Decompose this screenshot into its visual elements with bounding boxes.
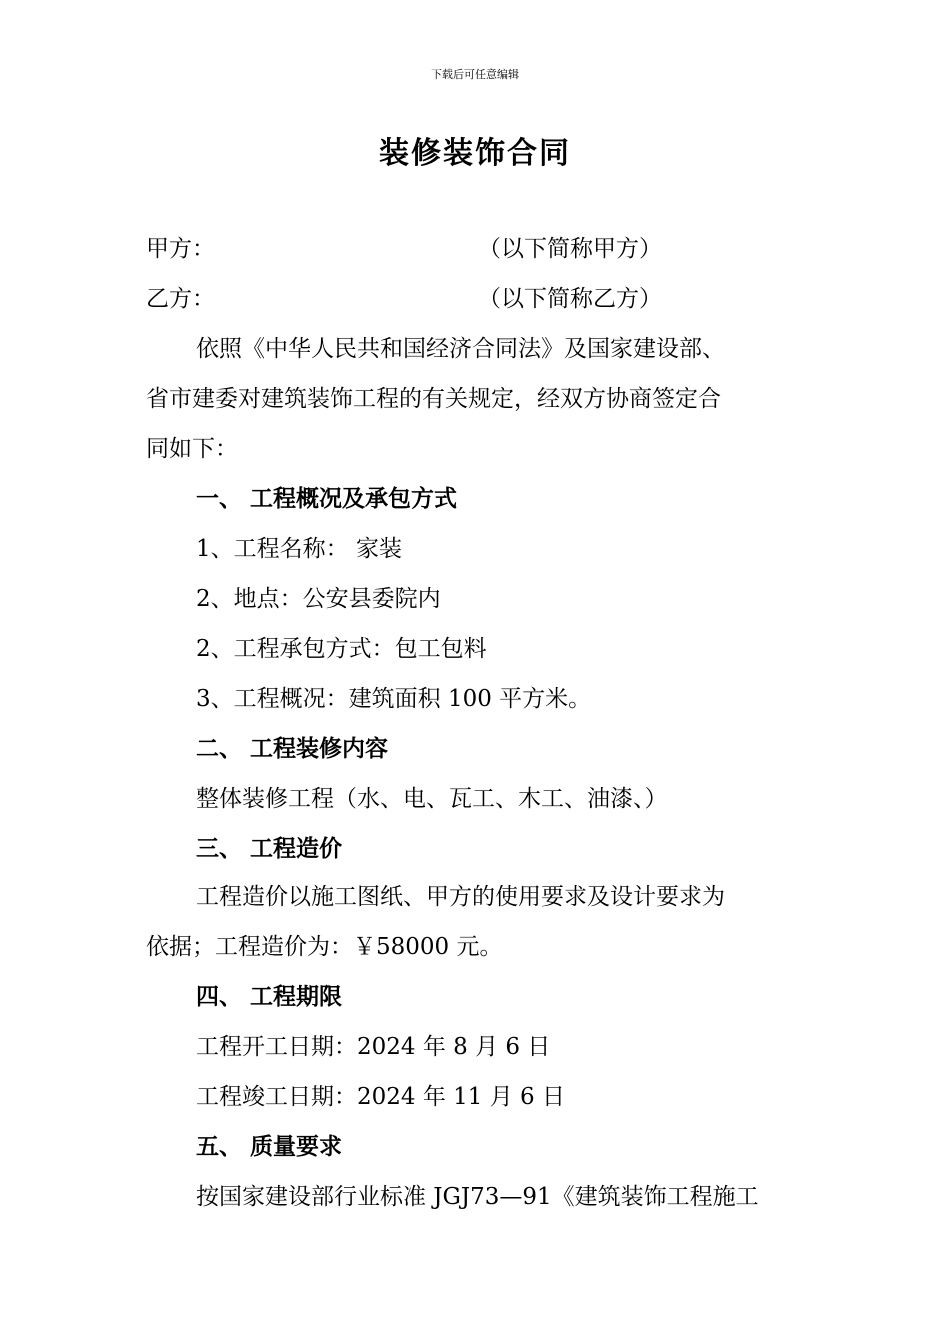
intro-line-3: 同如下： [146, 436, 238, 462]
section-1-item-4: 3、工程概况：建筑面积 100 平方米。 [196, 686, 592, 712]
party-b-note: （以下简称乙方） [478, 286, 662, 312]
section-5-text: 按国家建设部行业标准 JGJ73—91《建筑装饰工程施工 [196, 1184, 759, 1210]
page-header: 下载后可任意编辑 [431, 68, 519, 81]
party-a-note: （以下简称甲方） [478, 236, 662, 262]
section-4-title: 四、 工程期限 [196, 983, 343, 1010]
party-a-label: 甲方： [146, 236, 215, 262]
section-1-item-2: 2、地点：公安县委院内 [196, 586, 441, 612]
section-3-text-1: 工程造价以施工图纸、甲方的使用要求及设计要求为 [196, 884, 725, 910]
section-3-title: 三、 工程造价 [196, 835, 343, 862]
end-date: 工程竣工日期：2024 年 11 月 6 日 [196, 1084, 565, 1110]
intro-line-1: 依照《中华人民共和国经济合同法》及国家建设部、 [196, 336, 725, 362]
section-1-item-3: 2、工程承包方式：包工包料 [196, 636, 487, 662]
section-2-text: 整体装修工程（水、电、瓦工、木工、油漆、） [196, 786, 668, 812]
section-1-item-1: 1、工程名称： 家装 [196, 536, 402, 562]
section-2-title: 二、 工程装修内容 [196, 735, 389, 762]
section-5-title: 五、 质量要求 [196, 1133, 343, 1160]
section-1-title: 一、 工程概况及承包方式 [196, 485, 458, 512]
party-b-label: 乙方： [146, 286, 215, 312]
intro-line-2: 省市建委对建筑装饰工程的有关规定，经双方协商签定合 [146, 386, 721, 412]
start-date: 工程开工日期：2024 年 8 月 6 日 [196, 1034, 551, 1060]
section-3-text-2: 依据；工程造价为：￥58000 元。 [146, 934, 503, 960]
document-title: 装修装饰合同 [379, 136, 571, 171]
